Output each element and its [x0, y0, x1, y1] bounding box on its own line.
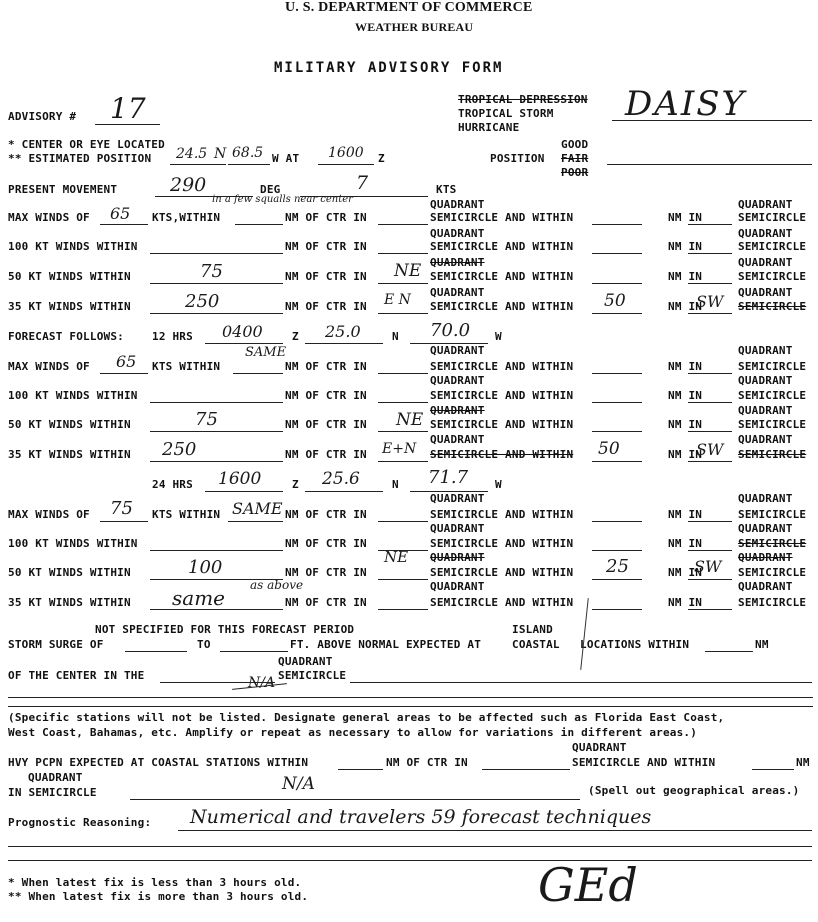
- quadrant-label: QUADRANT: [738, 344, 793, 357]
- kt50-label: 50 KT WINDS WITHIN: [8, 418, 131, 431]
- quadrant-label: QUADRANT: [430, 522, 485, 535]
- f24-35kt-note: as above: [250, 578, 304, 592]
- max-winds-label: MAX WINDS OF: [8, 508, 90, 521]
- semicircle-label: SEMICIRCLE: [738, 211, 807, 224]
- nm-of-ctr-label: NM OF CTR IN: [285, 418, 367, 431]
- surge-locations-label: LOCATIONS WITHIN: [580, 638, 690, 651]
- quadrant-label: QUADRANT: [430, 344, 485, 357]
- quadrant-label: QUADRANT: [430, 492, 485, 505]
- form-title: MILITARY ADVISORY FORM: [274, 60, 504, 76]
- movement-label: PRESENT MOVEMENT: [8, 183, 118, 196]
- hvy-nm-of-ctr-label: NM OF CTR IN: [386, 756, 468, 769]
- surge-to-label: TO: [197, 638, 211, 651]
- f12-35kt-nm: 250: [162, 439, 197, 460]
- surge-na: N/A: [248, 675, 276, 691]
- f12-35kt-quad: E+N: [382, 441, 417, 457]
- storm-type-depression: TROPICAL DEPRESSION: [458, 93, 588, 106]
- f24-50kt-second-quad: SW: [694, 557, 722, 576]
- signature: GEd: [538, 858, 638, 912]
- pen-stroke: [580, 598, 589, 670]
- quadrant-label: QUADRANT: [430, 374, 485, 387]
- f24-time: 1600: [218, 469, 262, 489]
- hvy-semicircle-label: SEMICIRCLE AND WITHIN: [572, 756, 716, 769]
- present-35kt-second-nm: 50: [604, 291, 626, 311]
- footnote-1: * When latest fix is less than 3 hours old.: [8, 876, 302, 889]
- surge-coastal-label: COASTAL: [512, 638, 560, 651]
- center-label: * CENTER OR EYE LOCATED: [8, 138, 165, 151]
- present-50kt-quad: NE: [394, 261, 422, 281]
- kt35-label: 35 KT WINDS WITHIN: [8, 300, 131, 313]
- quality-good: GOOD: [561, 138, 589, 151]
- surge-of-center-label: OF THE CENTER IN THE: [8, 669, 145, 682]
- f24-lon: 71.7: [428, 467, 469, 488]
- present-35kt-nm: 250: [185, 291, 220, 312]
- surge-nm-label: NM: [755, 638, 769, 651]
- semicircle-and-within-label: SEMICIRCLE AND WITHIN: [430, 596, 574, 609]
- semicircle-label: SEMICIRCLE: [738, 448, 807, 461]
- f24-50kt-nm: 100: [188, 557, 223, 578]
- f24-max-winds: 75: [110, 498, 133, 519]
- nm-in-label: NM IN: [668, 389, 703, 402]
- center-lon: 68.5: [232, 145, 264, 161]
- quadrant-label: QUADRANT: [430, 580, 485, 593]
- f12-lon: 70.0: [430, 320, 471, 341]
- department-title: U. S. DEPARTMENT OF COMMERCE: [285, 0, 533, 15]
- surge-semicircle-label: SEMICIRCLE: [278, 669, 347, 682]
- forecast-follows-label: FORECAST FOLLOWS:: [8, 330, 124, 343]
- center-lat: 24.5: [176, 146, 208, 162]
- n-label: N: [392, 478, 399, 491]
- kt50-label: 50 KT WINDS WITHIN: [8, 566, 131, 579]
- nm-in-label: NM IN: [668, 211, 703, 224]
- not-specified-label: NOT SPECIFIED FOR THIS FORECAST PERIOD: [95, 623, 355, 636]
- movement-note: in a few squalls near center: [212, 194, 353, 205]
- spell-out-label: (Spell out geographical areas.): [588, 784, 800, 797]
- semicircle-and-within-label: SEMICIRCLE AND WITHIN: [430, 418, 574, 431]
- f12-lat: 25.0: [325, 322, 361, 341]
- semicircle-label: SEMICIRCLE: [738, 270, 807, 283]
- semicircle-and-within-label: SEMICIRCLE AND WITHIN: [430, 389, 574, 402]
- center-z: Z: [378, 152, 385, 165]
- kts-within-label: KTS WITHIN: [152, 508, 221, 521]
- kt35-label: 35 KT WINDS WITHIN: [8, 448, 131, 461]
- kt35-label: 35 KT WINDS WITHIN: [8, 596, 131, 609]
- f12-50kt-quad: NE: [396, 410, 424, 430]
- max-winds-label: MAX WINDS OF: [8, 211, 90, 224]
- semicircle-and-within-label: SEMICIRCLE AND WITHIN: [430, 360, 574, 373]
- semicircle-and-within-label: SEMICIRCLE AND WITHIN: [430, 270, 574, 283]
- nm-of-ctr-label: NM OF CTR IN: [285, 448, 367, 461]
- quadrant-label: QUADRANT: [430, 286, 485, 299]
- semicircle-label: SEMICIRCLE: [738, 300, 807, 313]
- estimated-position-label: ** ESTIMATED POSITION: [8, 152, 152, 165]
- quadrant-label: QUADRANT: [430, 404, 485, 417]
- movement-direction: 290: [170, 174, 207, 196]
- nm-in-label: NM IN: [668, 508, 703, 521]
- nm-of-ctr-label: NM OF CTR IN: [285, 211, 367, 224]
- storm-type-tropical-storm: TROPICAL STORM: [458, 107, 554, 120]
- deg-label: DEG: [260, 183, 281, 196]
- quadrant-label: QUADRANT: [738, 580, 793, 593]
- advisory-label: ADVISORY #: [8, 110, 77, 123]
- hvy-nm-label: NM: [796, 756, 810, 769]
- kts-label: KTS: [436, 183, 457, 196]
- semicircle-and-within-label: SEMICIRCLE AND WITHIN: [430, 537, 574, 550]
- nm-in-label: NM IN: [668, 566, 703, 579]
- quadrant-label: QUADRANT: [430, 551, 485, 564]
- semicircle-label: SEMICIRCLE: [738, 389, 807, 402]
- f12-35kt-second-quad: SW: [696, 440, 724, 459]
- center-lon-dir: W AT: [272, 152, 300, 165]
- nm-in-label: NM IN: [668, 360, 703, 373]
- nm-of-ctr-label: NM OF CTR IN: [285, 270, 367, 283]
- specific-stations-note-2: West Coast, Bahamas, etc. Amplify or repeat as necessary to allow for variations in different areas.): [8, 726, 698, 739]
- nm-in-label: NM IN: [668, 537, 703, 550]
- semicircle-label: SEMICIRCLE: [738, 537, 807, 550]
- kt100-label: 100 KT WINDS WITHIN: [8, 240, 138, 253]
- specific-stations-note: (Specific stations will not be listed. Designate general areas to be affected such as Florida East Coast,: [8, 711, 725, 724]
- kt100-label: 100 KT WINDS WITHIN: [8, 537, 138, 550]
- in-semicircle-label: IN SEMICIRCLE: [8, 786, 97, 799]
- quadrant-label: QUADRANT: [738, 256, 793, 269]
- quality-poor: POOR: [561, 166, 589, 179]
- quadrant-label: QUADRANT: [738, 404, 793, 417]
- quadrant-label: QUADRANT: [738, 522, 793, 535]
- quadrant-label: QUADRANT: [738, 433, 793, 446]
- bureau-title: WEATHER BUREAU: [355, 20, 474, 34]
- nm-in-label: NM IN: [668, 270, 703, 283]
- semicircle-and-within-label: SEMICIRCLE AND WITHIN: [430, 448, 574, 461]
- kts-within-label: KTS,WITHIN: [152, 211, 221, 224]
- quadrant-label: QUADRANT: [738, 227, 793, 240]
- quadrant-label: QUADRANT: [430, 198, 485, 211]
- f12-max-within: SAME: [245, 345, 287, 360]
- semicircle-and-within-label: SEMICIRCLE AND WITHIN: [430, 240, 574, 253]
- kt100-label: 100 KT WINDS WITHIN: [8, 389, 138, 402]
- present-max-winds: 65: [110, 204, 131, 223]
- present-50kt-nm: 75: [200, 261, 223, 282]
- f12-50kt-nm: 75: [195, 409, 218, 430]
- quadrant-label: QUADRANT: [738, 551, 793, 564]
- quadrant-label: QUADRANT: [738, 374, 793, 387]
- semicircle-and-within-label: SEMICIRCLE AND WITHIN: [430, 508, 574, 521]
- island-label: ISLAND: [512, 623, 553, 636]
- prognostic-label: Prognostic Reasoning:: [8, 816, 152, 829]
- n-label: N: [392, 330, 399, 343]
- storm-name: DAISY: [625, 84, 746, 124]
- w-label: W: [495, 478, 502, 491]
- footnote-2: ** When latest fix is more than 3 hours old.: [8, 890, 309, 903]
- semicircle-label: SEMICIRCLE: [738, 596, 807, 609]
- present-35kt-quad: E N: [384, 292, 411, 308]
- quadrant-label: QUADRANT: [430, 227, 485, 240]
- nm-of-ctr-label: NM OF CTR IN: [285, 240, 367, 253]
- semicircle-and-within-label: SEMICIRCLE AND WITHIN: [430, 211, 574, 224]
- hrs12-label: 12 HRS: [152, 330, 193, 343]
- quality-fair: FAIR: [561, 152, 589, 165]
- storm-surge-label: STORM SURGE OF: [8, 638, 104, 651]
- center-time: 1600: [328, 145, 364, 161]
- quadrant-label: QUADRANT: [738, 198, 793, 211]
- max-winds-label: MAX WINDS OF: [8, 360, 90, 373]
- quadrant-label: QUADRANT: [738, 286, 793, 299]
- hrs24-label: 24 HRS: [152, 478, 193, 491]
- z-label: Z: [292, 330, 299, 343]
- nm-of-ctr-label: NM OF CTR IN: [285, 596, 367, 609]
- f12-max-winds: 65: [116, 352, 137, 371]
- semicircle-label: SEMICIRCLE: [738, 240, 807, 253]
- kt50-label: 50 KT WINDS WITHIN: [8, 270, 131, 283]
- position-label: POSITION: [490, 152, 545, 165]
- nm-in-label: NM IN: [668, 418, 703, 431]
- f12-35kt-second-nm: 50: [598, 439, 620, 459]
- quadrant-label: QUADRANT: [28, 771, 83, 784]
- nm-of-ctr-label: NM OF CTR IN: [285, 508, 367, 521]
- f24-lat: 25.6: [322, 469, 360, 489]
- nm-in-label: NM IN: [668, 448, 703, 461]
- storm-type-hurricane: HURRICANE: [458, 121, 520, 134]
- quadrant-label: QUADRANT: [430, 433, 485, 446]
- semicircle-label: SEMICIRCLE: [738, 360, 807, 373]
- kts-within-label: KTS WITHIN: [152, 360, 221, 373]
- surge-ft-above-label: FT. ABOVE NORMAL EXPECTED AT: [290, 638, 482, 651]
- hvy-pcpn-label: HVY PCPN EXPECTED AT COASTAL STATIONS WITHIN: [8, 756, 309, 769]
- w-label: W: [495, 330, 502, 343]
- quadrant-label: QUADRANT: [430, 256, 485, 269]
- nm-of-ctr-label: NM OF CTR IN: [285, 360, 367, 373]
- f24-35kt-nm: same: [172, 586, 225, 610]
- center-lat-dir: N: [214, 146, 227, 162]
- hvy-quadrant-label: QUADRANT: [572, 741, 627, 754]
- quadrant-label: QUADRANT: [738, 492, 793, 505]
- f12-time: 0400: [222, 322, 263, 341]
- nm-in-label: NM IN: [668, 300, 703, 313]
- f24-50kt-second-nm: 25: [606, 556, 629, 577]
- present-35kt-second-quad: SW: [696, 292, 724, 311]
- semicircle-and-within-label: SEMICIRCLE AND WITHIN: [430, 300, 574, 313]
- hvy-na: N/A: [282, 774, 315, 794]
- nm-of-ctr-label: NM OF CTR IN: [285, 537, 367, 550]
- semicircle-label: SEMICIRCLE: [738, 566, 807, 579]
- nm-of-ctr-label: NM OF CTR IN: [285, 300, 367, 313]
- advisory-number: 17: [110, 92, 146, 125]
- semicircle-label: SEMICIRCLE: [738, 508, 807, 521]
- nm-in-label: NM IN: [668, 240, 703, 253]
- z-label: Z: [292, 478, 299, 491]
- nm-of-ctr-label: NM OF CTR IN: [285, 566, 367, 579]
- nm-in-label: NM IN: [668, 596, 703, 609]
- f24-50kt-quad: NE: [384, 548, 409, 566]
- f24-max-within: SAME: [232, 499, 283, 518]
- nm-of-ctr-label: NM OF CTR IN: [285, 389, 367, 402]
- semicircle-label: SEMICIRCLE: [738, 418, 807, 431]
- movement-speed: 7: [356, 172, 369, 194]
- surge-quadrant-label: QUADRANT: [278, 655, 333, 668]
- prognostic-value: Numerical and travelers 59 forecast techniques: [190, 806, 652, 828]
- semicircle-and-within-label: SEMICIRCLE AND WITHIN: [430, 566, 574, 579]
